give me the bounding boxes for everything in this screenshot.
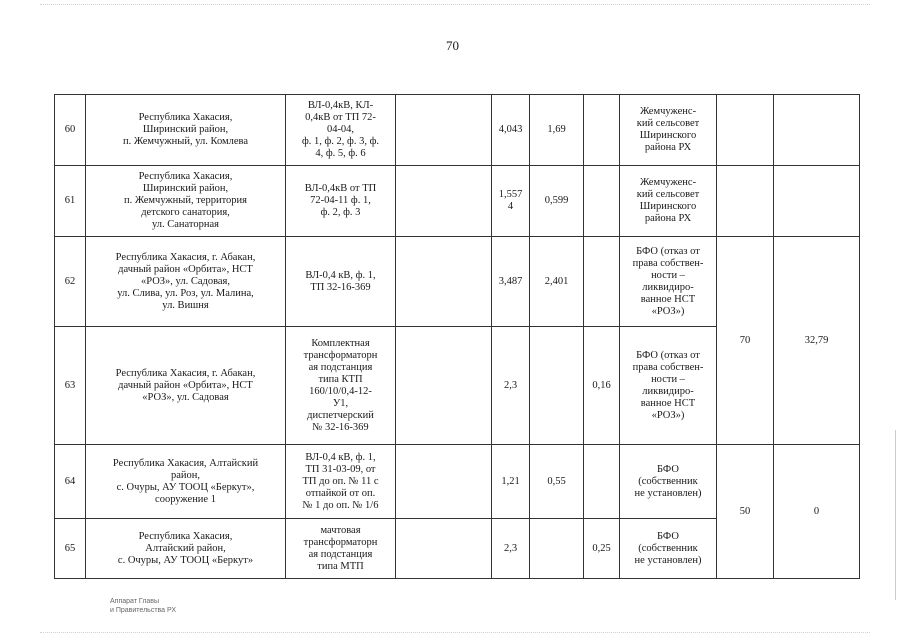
row-owner: Жемчуженс- кий сельсовет Ширинского района РХ (620, 166, 717, 237)
row-address: Республика Хакасия, г. Абакан, дачный район «Орбита», НСТ «РОЗ», ул. Садовая (86, 327, 286, 445)
row-address: Республика Хакасия, Алтайский район, с. Очуры, АУ ТООЦ «Беркут», сооружение 1 (86, 445, 286, 519)
row-col-c3 (530, 519, 584, 579)
row-col-c4: 0,16 (584, 327, 620, 445)
row-col-c3: 0,599 (530, 166, 584, 237)
row-col-c1 (396, 95, 492, 166)
row-number: 62 (55, 237, 86, 327)
row-col-c1 (396, 519, 492, 579)
row-owner: БФО (отказ от права собствен- ности – ликвидиро- ванное НСТ «РОЗ») (620, 237, 717, 327)
row-col-c4 (584, 237, 620, 327)
row-empty-a (717, 95, 774, 166)
row-col-c4 (584, 445, 620, 519)
table-row (55, 445, 860, 519)
row-number: 65 (55, 519, 86, 579)
row-col-c3: 0,55 (530, 445, 584, 519)
row-owner: БФО (собственник не установлен) (620, 519, 717, 579)
row-col-c2: 1,21 (492, 445, 530, 519)
row-owner: БФО (собственник не установлен) (620, 445, 717, 519)
row-col-c1 (396, 166, 492, 237)
row-col-c1 (396, 237, 492, 327)
table-row (55, 166, 860, 237)
footer-stamp: Аппарат Главы и Правительства РХ (110, 598, 177, 614)
row-col-c2: 1,557 4 (492, 166, 530, 237)
group-b-value-2: 0 (774, 445, 860, 579)
top-scan-dots (40, 4, 870, 6)
table-row (55, 95, 860, 166)
row-address: Республика Хакасия, Алтайский район, с. Очуры, АУ ТООЦ «Беркут» (86, 519, 286, 579)
row-empty-b (774, 95, 860, 166)
row-object: мачтовая трансформаторн ая подстанция типа МТП (286, 519, 396, 579)
row-col-c4: 0,25 (584, 519, 620, 579)
row-empty-b (774, 166, 860, 237)
row-number: 60 (55, 95, 86, 166)
row-col-c4 (584, 166, 620, 237)
row-address: Республика Хакасия, Ширинский район, п. Жемчужный, ул. Комлева (86, 95, 286, 166)
row-object: ВЛ-0,4кВ, КЛ- 0,4кВ от ТП 72- 04-04, ф. 1, ф. 2, ф. 3, ф. 4, ф. 5, ф. 6 (286, 95, 396, 166)
row-object: ВЛ-0,4 кВ, ф. 1, ТП 31-03-09, от ТП до оп. № 11 с отпайкой от оп. № 1 до оп. № 1/6 (286, 445, 396, 519)
row-object: ВЛ-0,4кВ от ТП 72-04-11 ф. 1, ф. 2, ф. 3 (286, 166, 396, 237)
row-owner: Жемчуженс- кий сельсовет Ширинского района РХ (620, 95, 717, 166)
scan-edge-mark (895, 430, 896, 600)
row-col-c3 (530, 327, 584, 445)
group-b-value-1: 50 (717, 445, 774, 579)
row-number: 64 (55, 445, 86, 519)
row-col-c1 (396, 327, 492, 445)
row-object: Комплектная трансформаторн ая подстанция типа КТП 160/10/0,4-12- У1, диспетчерский № 32-16-369 (286, 327, 396, 445)
row-number: 63 (55, 327, 86, 445)
row-col-c2: 3,487 (492, 237, 530, 327)
table-row (55, 237, 860, 327)
row-col-c2: 4,043 (492, 95, 530, 166)
row-col-c3: 2,401 (530, 237, 584, 327)
bottom-scan-dots (40, 632, 870, 634)
row-address: Республика Хакасия, Ширинский район, п. Жемчужный, территория детского санатория, ул. Санаторная (86, 166, 286, 237)
row-object: ВЛ-0,4 кВ, ф. 1, ТП 32-16-369 (286, 237, 396, 327)
row-col-c2: 2,3 (492, 327, 530, 445)
row-col-c1 (396, 445, 492, 519)
row-address: Республика Хакасия, г. Абакан, дачный район «Орбита», НСТ «РОЗ», ул. Садовая, ул. Слива, ул. Роз, ул. Малина, ул. Вишня (86, 237, 286, 327)
row-owner: БФО (отказ от права собствен- ности – ликвидиро- ванное НСТ «РОЗ») (620, 327, 717, 445)
row-col-c3: 1,69 (530, 95, 584, 166)
row-number: 61 (55, 166, 86, 237)
group-a-value-1: 70 (717, 237, 774, 445)
property-table (54, 94, 860, 579)
page-number: 70 (446, 38, 459, 53)
row-col-c4 (584, 95, 620, 166)
row-col-c2: 2,3 (492, 519, 530, 579)
row-empty-a (717, 166, 774, 237)
group-a-value-2: 32,79 (774, 237, 860, 445)
